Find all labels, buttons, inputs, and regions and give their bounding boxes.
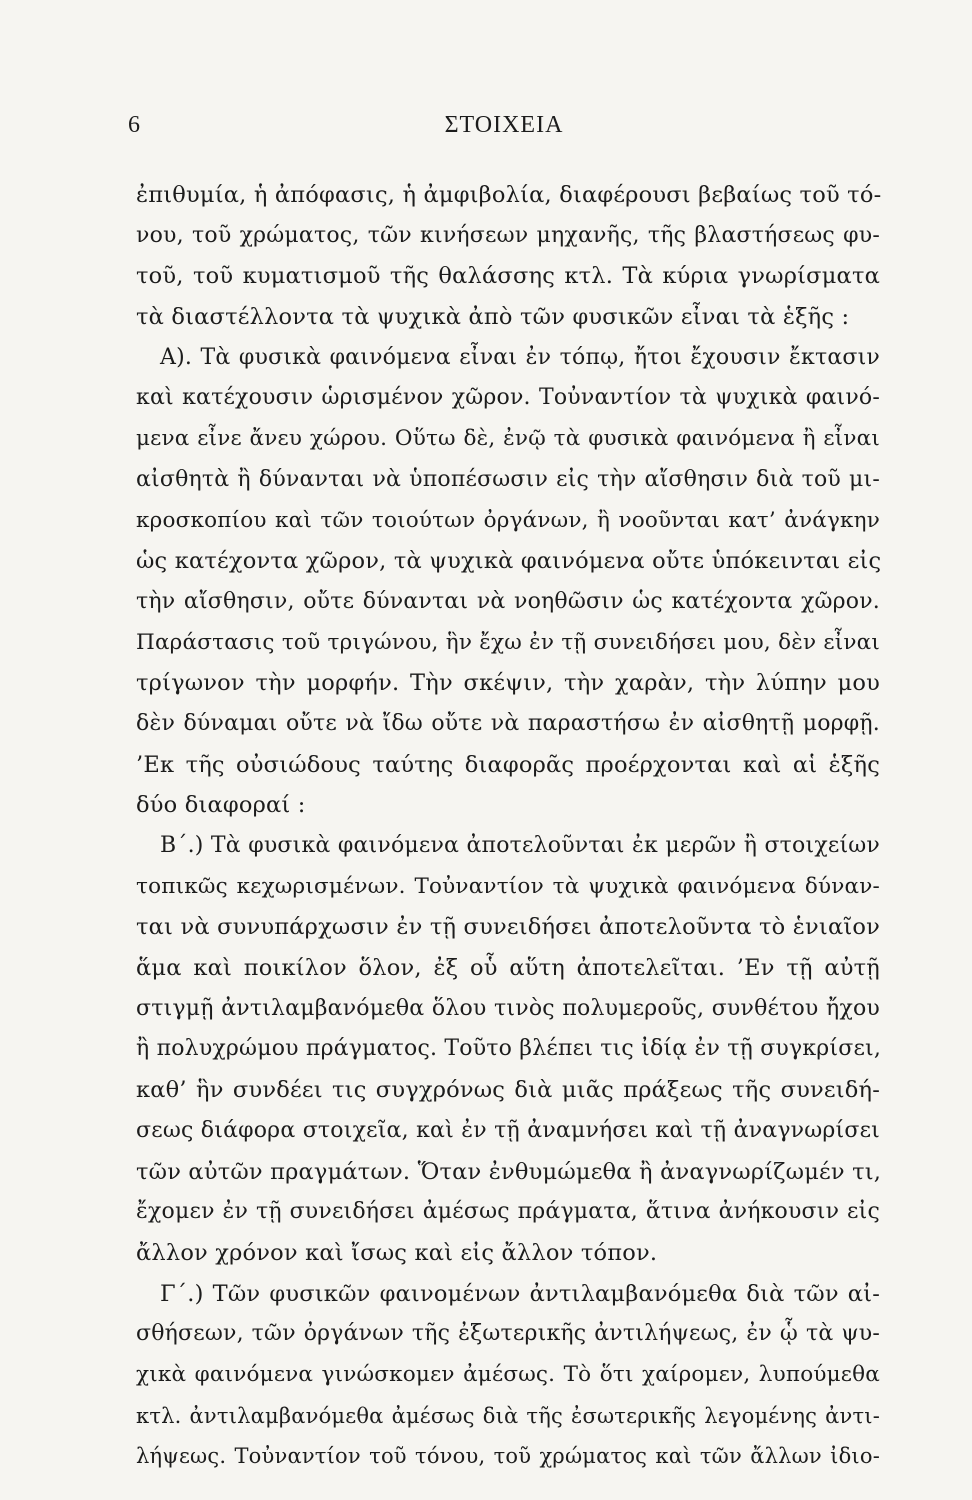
text-line: τῶν αὐτῶν πραγμάτων. Ὅταν ἐνθυμώμεθα ἢ ἀναγνωρίζωμέν τι,: [136, 1158, 882, 1185]
page-number: 6: [128, 112, 140, 138]
text-line: ἢ πολυχρώμου πράγματος. Τοῦτο βλέπει τις ἰδίᾳ ἐν τῇ συγκρίσει,: [136, 1036, 882, 1062]
text-line: Α). Τὰ φυσικὰ φαινόμενα εἶναι ἐν τόπῳ, ἤτοι ἔχουσιν ἔκτασιν: [160, 344, 880, 370]
text-line: τρίγωνον τὴν μορφήν. Τὴν σκέψιν, τὴν χαρὰν, τὴν λύπην μου: [136, 670, 880, 697]
text-line: τοῦ, τοῦ κυματισμοῦ τῆς θαλάσσης κτλ. Τὰ κύρια γνωρίσματα: [136, 263, 880, 290]
text-line: δύο διαφοραί :: [136, 792, 306, 819]
text-line: ἅμα καὶ ποικίλον ὅλον, ἐξ οὗ αὕτη ἀποτελεῖται. ’Εν τῇ αὐτῇ: [136, 955, 880, 982]
text-line: καθ’ ἣν συνδέει τις συγχρόνως διὰ μιᾶς πράξεως τῆς συνειδή-: [136, 1077, 880, 1104]
text-line: ἔχομεν ἐν τῇ συνειδήσει ἀμέσως πράγματα, ἅτινα ἀνήκουσιν εἰς: [136, 1199, 880, 1225]
text-line: τὰ διαστέλλοντα τὰ ψυχικὰ ἀπὸ τῶν φυσικῶν εἶναι τὰ ἑξῆς :: [136, 304, 850, 331]
text-line: ἄλλον χρόνον καὶ ἴσως καὶ εἰς ἄλλον τόπον.: [136, 1239, 658, 1266]
running-head: [128, 112, 880, 146]
text-line: ὡς κατέχοντα χῶρον, τὰ ψυχικὰ φαινόμενα οὔτε ὑπόκεινται εἰς: [136, 548, 882, 575]
text-line: ται νὰ συνυπάρχωσιν ἐν τῇ συνειδήσει ἀποτελοῦντα τὸ ἑνιαῖον: [136, 914, 880, 941]
text-line: Γ΄.) Τῶν φυσικῶν φαινομένων ἀντιλαμβανόμεθα διὰ τῶν αἰ-: [160, 1280, 880, 1307]
text-line: Β΄.) Τὰ φυσικὰ φαινόμενα ἀποτελοῦνται ἐκ μερῶν ἢ στοιχείων: [160, 833, 880, 858]
text-line: λήψεως. Τοὐναντίον τοῦ τόνου, τοῦ χρώματος καὶ τῶν ἄλλων ἰδιο-: [136, 1444, 880, 1469]
text-line: νου, τοῦ χρώματος, τῶν κινήσεων μηχανῆς, τῆς βλαστήσεως φυ-: [136, 222, 880, 248]
text-line: Παράστασις τοῦ τριγώνου, ἣν ἔχω ἐν τῇ συνειδήσει μου, δὲν εἶναι: [136, 629, 880, 655]
text-line: τὴν αἴσθησιν, οὔτε δύνανται νὰ νοηθῶσιν ὡς κατέχοντα χῶρον.: [136, 588, 880, 614]
text-line: κροσκοπίου καὶ τῶν τοιούτων ὀργάνων, ἢ νοοῦνται κατ’ ἀνάγκην: [136, 507, 880, 533]
text-line: χικὰ φαινόμενα γινώσκομεν ἀμέσως. Τὸ ὅτι χαίρομεν, λυπούμεθα: [136, 1361, 880, 1387]
text-line: σθήσεων, τῶν ὀργάνων τῆς ἐξωτερικῆς ἀντιλήψεως, ἐν ᾧ τὰ ψυ-: [136, 1321, 880, 1347]
text-line: δὲν δύναμαι οὔτε νὰ ἴδω οὔτε νὰ παραστήσω ἐν αἰσθητῇ μορφῇ.: [136, 710, 880, 736]
text-line: ἐπιθυμία, ἡ ἀπόφασις, ἡ ἀμφιβολία, διαφέρουσι βεβαίως τοῦ τό-: [136, 182, 882, 208]
text-line: στιγμῇ ἀντιλαμβανόμεθα ὅλου τινὸς πολυμεροῦς, συνθέτου ἤχου: [136, 995, 880, 1021]
body-text: [136, 175, 880, 1477]
text-line: αἰσθητὰ ἢ δύνανται νὰ ὑποπέσωσιν εἰς τὴν αἴσθησιν διὰ τοῦ μι-: [136, 466, 880, 492]
page-title: ΣΤΟΙΧΕΙΑ: [444, 112, 564, 138]
text-line: καὶ κατέχουσιν ὡρισμένον χῶρον. Τοὐναντίον τὰ ψυχικὰ φαινό-: [136, 385, 880, 411]
text-line: τοπικῶς κεχωρισμένων. Τοὐναντίον τὰ ψυχικὰ φαινόμενα δύναν-: [136, 873, 880, 899]
text-line: ’Εκ τῆς οὐσιώδους ταύτης διαφορᾶς προέρχονται καὶ αἱ ἑξῆς: [136, 751, 880, 778]
text-line: κτλ. ἀντιλαμβανόμεθα ἀμέσως διὰ τῆς ἐσωτερικῆς λεγομένης ἀντι-: [136, 1403, 880, 1428]
text-line: μενα εἶνε ἄνευ χώρου. Οὕτω δὲ, ἐνῷ τὰ φυσικὰ φαινόμενα ἢ εἶναι: [136, 426, 880, 452]
text-line: σεως διάφορα στοιχεῖα, καὶ ἐν τῇ ἀναμνήσει καὶ τῇ ἀναγνωρίσει: [136, 1117, 880, 1143]
